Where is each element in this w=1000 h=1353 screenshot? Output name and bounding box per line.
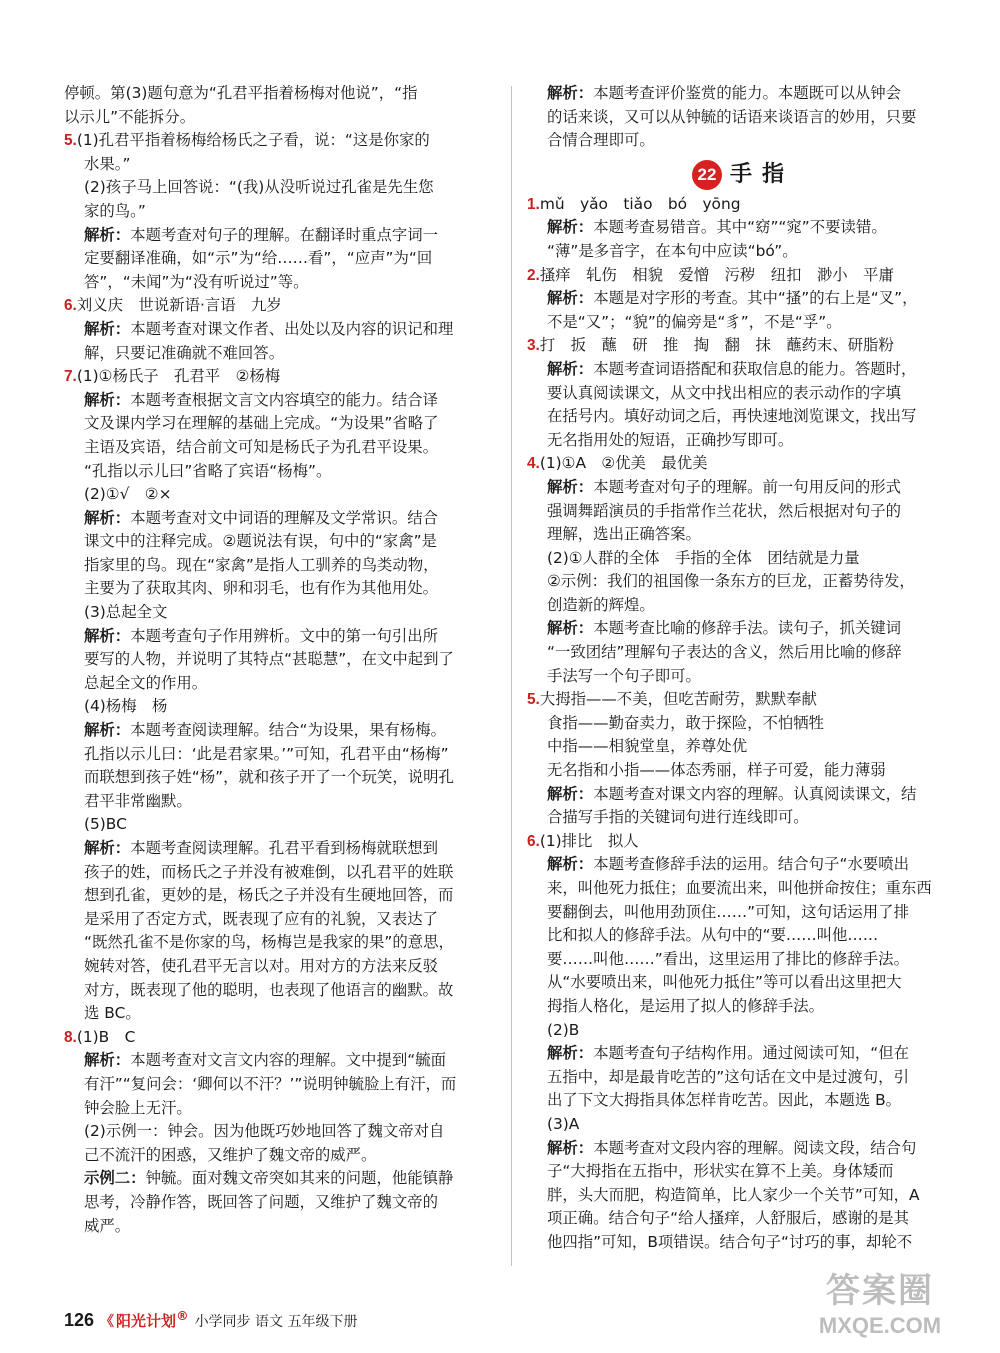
left_column-line — [64, 342, 496, 366]
analysis-label: 解析： — [84, 508, 131, 527]
right_column_bottom-line — [527, 617, 959, 641]
line-text: 合情合理即可。 — [547, 131, 655, 150]
line-text: (1)B C — [76, 1027, 136, 1046]
left_column-line — [64, 129, 496, 153]
left_column-line — [64, 1191, 496, 1215]
left_column-line — [64, 389, 496, 413]
line-text: 定要翻译准确，如“示”为“给……看”，“应声”为“回 — [84, 249, 433, 268]
question-number: 2. — [527, 266, 540, 284]
left_column-line — [64, 1120, 496, 1144]
right-column — [527, 82, 959, 1255]
line-text: 要写的人物，并说明了其特点“甚聪慧”，在文中起到了 — [84, 650, 454, 669]
line-text: (1)排比 拟人 — [539, 831, 639, 850]
right_column_bottom-line — [527, 311, 959, 335]
question-number: 4. — [527, 455, 540, 473]
line-text: (2)孩子马上回答说：“(我)从没听说过孔雀是先生您 — [84, 178, 434, 197]
line-text: (2)①√ ②× — [84, 485, 172, 504]
line-text: 打 扳 蘸 研 推 掏 翻 抹 蘸药末、研脂粉 — [539, 336, 894, 355]
left_column-line — [64, 1097, 496, 1121]
line-text: 食指——勤奋卖力，敢于探险，不怕牺牲 — [547, 713, 825, 732]
left_column-line — [64, 412, 496, 436]
left-column — [64, 82, 496, 1238]
right_column_bottom-line — [527, 877, 959, 901]
line-text: 在括号内。填好动词之后，再快速地浏览课文，找出写 — [547, 407, 917, 426]
line-text: (4)杨梅 杨 — [84, 697, 168, 716]
right_column_bottom-line — [527, 287, 959, 311]
line-text: “一致团结”理解句子表达的含义，然后用比喻的修辞 — [547, 643, 902, 662]
line-text: (2)B — [547, 1020, 580, 1039]
left_column-line — [64, 837, 496, 861]
left_column-line — [64, 294, 496, 318]
brand-name — [116, 1308, 189, 1331]
left_column-line — [64, 176, 496, 200]
question-number: 5. — [527, 691, 540, 709]
left_column-line — [64, 1167, 496, 1191]
line-text: 本题考查对句子的理解。在翻译时重点字词一 — [130, 225, 439, 244]
line-text: 解，只要记准确就不难回答。 — [84, 343, 285, 362]
left_column-line — [64, 106, 496, 130]
left_column-line — [64, 224, 496, 248]
right_column_bottom-line — [527, 1160, 959, 1184]
analysis-label: 解析： — [547, 359, 594, 378]
right_column_bottom-line — [527, 971, 959, 995]
right_column_bottom-line — [527, 924, 959, 948]
left_column-line — [64, 1049, 496, 1073]
line-text: 威严。 — [84, 1216, 131, 1235]
left_column-line — [64, 1144, 496, 1168]
line-text: 本题考查句子结构作用。通过阅读可知，“但在 — [593, 1044, 909, 1063]
left_column-line — [64, 979, 496, 1003]
left_column-line — [64, 931, 496, 955]
line-text: 选 BC。 — [84, 1004, 141, 1023]
left_column-line — [64, 554, 496, 578]
right_column_bottom-line — [527, 216, 959, 240]
line-text: 不是“又”；“貌”的偏旁是“豸”，不是“孚”。 — [547, 312, 842, 331]
line-text: 项正确。结合句子“给人搔痒，人舒服后，感谢的是其 — [547, 1209, 909, 1228]
line-text: 文及课内学习在理解的基础上完成。“为设果”省略了 — [84, 414, 439, 433]
line-text: 胖，头大而肥，构造简单，比人家少一个关节”可知，A — [547, 1185, 920, 1204]
right_column_bottom-line — [527, 712, 959, 736]
line-text: 从“水要喷出来，叫他死力抵住”等可以看出这里把大 — [547, 973, 902, 992]
line-text: 停顿。第(3)题句意为“孔君平指着杨梅对他说”，“指 — [64, 84, 418, 102]
right_column_top-line — [527, 106, 959, 130]
watermark-en: MXQE.COM — [818, 1313, 942, 1338]
line-text: 理解，选出正确答案。 — [547, 525, 701, 544]
left_column-line — [64, 1002, 496, 1026]
line-text: 手法写一个句子即可。 — [547, 666, 701, 685]
line-text: “既然孔雀不是你家的鸟，杨梅岂是我家的果”的意思， — [84, 933, 454, 952]
book-title: 小学同步 语文 五年级下册 — [194, 1314, 358, 1330]
page-number: 126 — [64, 1310, 95, 1330]
question-number: 6. — [527, 832, 540, 850]
line-text: 本题考查易错音。其中“窈”“窕”不要读错。 — [593, 218, 887, 237]
right_column_bottom-line — [527, 665, 959, 689]
right_column_bottom-line — [527, 382, 959, 406]
line-text: 本题考查对课文作者、出处以及内容的识记和理 — [130, 319, 454, 338]
line-text: mǔ yǎo tiǎo bó yōng — [539, 194, 741, 213]
right_column_bottom-line — [527, 570, 959, 594]
question-number: 5. — [64, 132, 77, 150]
question-number: 8. — [64, 1028, 77, 1046]
line-text: 君平非常幽默。 — [84, 791, 192, 810]
analysis-label: 解析： — [547, 218, 594, 237]
left_column-line — [64, 601, 496, 625]
right_column_bottom-line — [527, 806, 959, 830]
right_column_bottom-line — [527, 759, 959, 783]
line-text: 要……叫他……”看出，这里运用了排比的修辞手法。 — [547, 949, 909, 968]
line-text: 水果。” — [84, 154, 131, 173]
analysis-label: 解析： — [547, 84, 594, 102]
line-text: 主语及宾语，结合前文可知是杨氏子为孔君平设果。 — [84, 437, 438, 456]
line-text: 钟毓。面对魏文帝突如其来的问题，他能镇静 — [145, 1169, 454, 1188]
line-text: 无名指用处的短语，正确抄写即可。 — [547, 430, 794, 449]
left_column-line — [64, 1026, 496, 1050]
line-text: 本题考查对文中词语的理解及文学常识。结合 — [130, 508, 439, 527]
right_column_bottom-line — [527, 476, 959, 500]
right_column_bottom-line — [527, 688, 959, 712]
line-text: 大拇指——不美，但吃苦耐劳，默默奉献 — [539, 690, 817, 709]
left_column-line — [64, 507, 496, 531]
line-text: (1)①A ②优美 最优美 — [539, 454, 708, 473]
right_column_bottom-line — [527, 429, 959, 453]
analysis-label: 解析： — [84, 390, 131, 409]
left_column-line — [64, 436, 496, 460]
line-text: 创造新的辉煌。 — [547, 595, 655, 614]
line-text: 无名指和小指——体态秀丽，样子可爱，能力薄弱 — [547, 761, 886, 780]
line-text: 要认真阅读课文，从文中找出相应的表示动作的字填 — [547, 383, 901, 402]
line-text: 是采用了否定方式，既表现了应有的礼貌，又表达了 — [84, 909, 438, 928]
line-text: 本题考查阅读理解。孔君平看到杨梅就联想到 — [130, 839, 439, 857]
line-text: 思考，冷静作答，既回答了问题，又维护了魏文帝的 — [84, 1192, 438, 1211]
line-text: 本题是对字形的考查。其中“搔”的右上是“叉”， — [593, 289, 918, 308]
brand-text: 阳光计划 — [116, 1312, 177, 1330]
left_column-line — [64, 625, 496, 649]
line-text: 有汗”“复问会：‘卿何以不汗？’”说明钟毓脸上有汗，而 — [84, 1074, 457, 1093]
right_column_bottom-line — [527, 641, 959, 665]
left_column-line — [64, 200, 496, 224]
line-text: (1)①杨氏子 孔君平 ②杨梅 — [76, 367, 281, 386]
right_column_bottom-line — [527, 1113, 959, 1137]
right_column_bottom-line — [527, 264, 959, 288]
left_column-line — [64, 861, 496, 885]
line-text: 本题考查对句子的理解。前一句用反问的形式 — [593, 477, 902, 496]
question-number: 3. — [527, 337, 540, 355]
left_column-line — [64, 955, 496, 979]
left_column-line — [64, 813, 496, 837]
analysis-label: 解析： — [547, 855, 594, 874]
left_column-line — [64, 153, 496, 177]
section-heading — [527, 157, 959, 193]
line-text: 答”，“未闻”为“没有听说过”等。 — [84, 272, 309, 291]
line-text: 中指——相貌堂皇，养尊处优 — [547, 737, 748, 756]
line-text: 出了下文大拇指具体怎样肯吃苦。因此，本题选 B。 — [547, 1091, 902, 1110]
line-text: 本题考查评价鉴赏的能力。本题既可以从钟会 — [593, 84, 902, 102]
left_column-line — [64, 908, 496, 932]
right_column_bottom-line — [527, 193, 959, 217]
right_column_bottom-line — [527, 500, 959, 524]
line-text: 婉转对答，使孔君平无言以对。用对方的方法来反驳 — [84, 956, 438, 975]
line-text: 家的鸟。” — [84, 201, 146, 220]
left_column-line — [64, 790, 496, 814]
right_column_top-line — [527, 82, 959, 106]
line-text: 钟会脸上无汗。 — [84, 1098, 192, 1117]
line-text: 本题考查对课文内容的理解。认真阅读课文，结 — [593, 784, 917, 803]
right_column_bottom-line — [527, 853, 959, 877]
line-text: (3)总起全文 — [84, 603, 168, 622]
right_column_bottom-line — [527, 334, 959, 358]
left_column-line — [64, 318, 496, 342]
line-text: 对方，既表现了他的聪明，也表现了他语言的幽默。故 — [84, 980, 454, 999]
line-text: 本题考查句子作用辨析。文中的第一句引出所 — [130, 626, 439, 645]
analysis-label: 解析： — [84, 225, 131, 244]
line-text: “薄”是多音字，在本句中应读“bó”。 — [547, 241, 798, 260]
line-text: 想到孔雀，更妙的是，杨氏之子并没有生硬地回答，而 — [84, 886, 454, 905]
line-text: 五指中，却是最肯吃苦的”这句话在文中是过渡句，引 — [547, 1067, 909, 1086]
right-column-body — [527, 193, 959, 1255]
left_column-line — [64, 82, 496, 106]
registered-mark: ® — [176, 1308, 189, 1323]
line-text: 本题考查修辞手法的运用。结合句子“水要喷出 — [593, 855, 909, 874]
line-text: 己不流汗的困惑，又维护了魏文帝的威严。 — [84, 1145, 377, 1164]
line-text: 强调舞蹈演员的手指常作兰花状，然后根据对句子的 — [547, 501, 901, 520]
left_column-line — [64, 719, 496, 743]
line-text: 以示儿”不能拆分。 — [64, 107, 196, 126]
left_column-line — [64, 247, 496, 271]
watermark-logo — [780, 1270, 980, 1348]
analysis-label: 解析： — [547, 289, 594, 308]
line-text: 拇指人格化，是运用了拟人的修辞手法。 — [547, 996, 825, 1015]
analysis-label: 解析： — [84, 839, 131, 857]
line-text: 他四指”可知，B项错误。结合句子“讨巧的事，却轮不 — [547, 1232, 913, 1251]
section-number-badge: 22 — [692, 160, 722, 190]
left_column-line — [64, 530, 496, 554]
right_column_bottom-line — [527, 830, 959, 854]
right_column_bottom-line — [527, 405, 959, 429]
line-text: 合描写手指的关键词句进行连线即可。 — [547, 808, 809, 827]
left_column-line — [64, 577, 496, 601]
line-text: 子“大拇指在五指中，形状实在算不上美。身体矮而 — [547, 1162, 894, 1181]
page-footer — [64, 1308, 357, 1331]
right_column_bottom-line — [527, 523, 959, 547]
line-text: 孔指以示儿曰：‘此是君家果。’”可知，孔君平由“杨梅” — [84, 744, 449, 763]
left_column-line — [64, 672, 496, 696]
left_column-line — [64, 648, 496, 672]
line-text: 的话来谈，又可以从钟毓的话语来谈语言的妙用，只要 — [547, 107, 917, 126]
left_column-line — [64, 1215, 496, 1239]
right_column_bottom-line — [527, 1231, 959, 1255]
left_column-line — [64, 483, 496, 507]
analysis-label: 解析： — [84, 1051, 131, 1070]
analysis-label: 解析： — [547, 784, 594, 803]
right_column_bottom-line — [527, 783, 959, 807]
right_column_top-line — [527, 129, 959, 153]
line-text: 本题考查对文言文内容的理解。文中提到“毓面 — [130, 1051, 446, 1070]
right_column_bottom-line — [527, 948, 959, 972]
line-text: 本题考查根据文言文内容填空的能力。结合译 — [130, 390, 439, 409]
line-text: (2)①人群的全体 手指的全体 团结就是力量 — [547, 548, 860, 567]
right_column_bottom-line — [527, 547, 959, 571]
analysis-label: 解析： — [84, 721, 131, 740]
left_column-line — [64, 743, 496, 767]
line-text: ②示例：我们的祖国像一条东方的巨龙，正蓄势待发， — [547, 572, 915, 591]
line-text: 刘义庆 世说新语·言语 九岁 — [76, 296, 282, 315]
right-column-top — [527, 82, 959, 153]
line-text: 本题考查阅读理解。结合“为设果，果有杨梅。 — [130, 721, 446, 740]
right_column_bottom-line — [527, 1066, 959, 1090]
analysis-label: 解析： — [547, 1044, 594, 1063]
left_column-line — [64, 1073, 496, 1097]
right_column_bottom-line — [527, 1137, 959, 1161]
brand-arrows: 《 — [100, 1314, 115, 1330]
analysis-label: 解析： — [84, 626, 131, 645]
section-title: 手指 — [729, 161, 794, 187]
line-text: 而联想到孩子姓“杨”，就和孩子开了一个玩笑，说明孔 — [84, 768, 454, 787]
right_column_bottom-line — [527, 995, 959, 1019]
column-divider — [511, 86, 512, 1266]
right_column_bottom-line — [527, 240, 959, 264]
line-text: (3)A — [547, 1114, 580, 1133]
watermark-cn: 答案圈 — [826, 1272, 934, 1310]
line-text: 指家里的鸟。现在“家禽”是指人工驯养的鸟类动物， — [84, 555, 439, 574]
line-text: 搔痒 轧伤 相貌 爱憎 污秽 纽扣 渺小 平庸 — [539, 265, 894, 284]
line-text: 本题考查比喻的修辞手法。读句子，抓关键词 — [593, 619, 902, 638]
left_column-line — [64, 884, 496, 908]
right_column_bottom-line — [527, 1089, 959, 1113]
right_column_bottom-line — [527, 1042, 959, 1066]
left_column-line — [64, 365, 496, 389]
left_column-line — [64, 271, 496, 295]
right_column_bottom-line — [527, 594, 959, 618]
right_column_bottom-line — [527, 735, 959, 759]
line-text: 要翻倒去，叫他用劲顶住……”可知，这句话运用了排 — [547, 902, 909, 921]
right_column_bottom-line — [527, 452, 959, 476]
line-text: (5)BC — [84, 815, 127, 834]
right_column_bottom-line — [527, 1207, 959, 1231]
question-number: 1. — [527, 195, 540, 213]
line-text: 课文中的注释完成。②题说法有误，句中的“家禽”是 — [84, 532, 437, 551]
left_column-line — [64, 460, 496, 484]
line-text: “孔指以示儿曰”省略了宾语“杨梅”。 — [84, 461, 332, 480]
analysis-label: 示例二： — [84, 1169, 146, 1188]
analysis-label: 解析： — [84, 319, 131, 338]
line-text: 总起全文的作用。 — [84, 673, 208, 692]
line-text: 本题考查对文段内容的理解。阅读文段，结合句 — [593, 1138, 917, 1157]
right_column_bottom-line — [527, 1184, 959, 1208]
line-text: (1)孔君平指着杨梅给杨氏之子看，说：“这是你家的 — [76, 131, 430, 150]
right_column_bottom-line — [527, 901, 959, 925]
question-number: 6. — [64, 297, 77, 315]
line-text: (2)示例一：钟会。因为他既巧妙地回答了魏文帝对自 — [84, 1122, 445, 1141]
line-text: 来，叫他死力抵住；血要流出来，叫他拼命按住；重东西 — [547, 879, 932, 897]
analysis-label: 解析： — [547, 477, 594, 496]
line-text: 比和拟人的修辞手法。从句中的“要……叫他…… — [547, 926, 879, 945]
question-number: 7. — [64, 368, 77, 386]
line-text: 孩子的姓，而杨氏之子并没有被难倒，以孔君平的姓联 — [84, 862, 454, 881]
right_column_bottom-line — [527, 358, 959, 382]
left_column-line — [64, 766, 496, 790]
line-text: 主要为了获取其肉、卵和羽毛，也有作为其他用处。 — [84, 579, 438, 598]
line-text: 本题考查词语搭配和获取信息的能力。答题时， — [593, 359, 917, 378]
right_column_bottom-line — [527, 1019, 959, 1043]
analysis-label: 解析： — [547, 1138, 594, 1157]
analysis-label: 解析： — [547, 619, 594, 638]
left_column-line — [64, 695, 496, 719]
